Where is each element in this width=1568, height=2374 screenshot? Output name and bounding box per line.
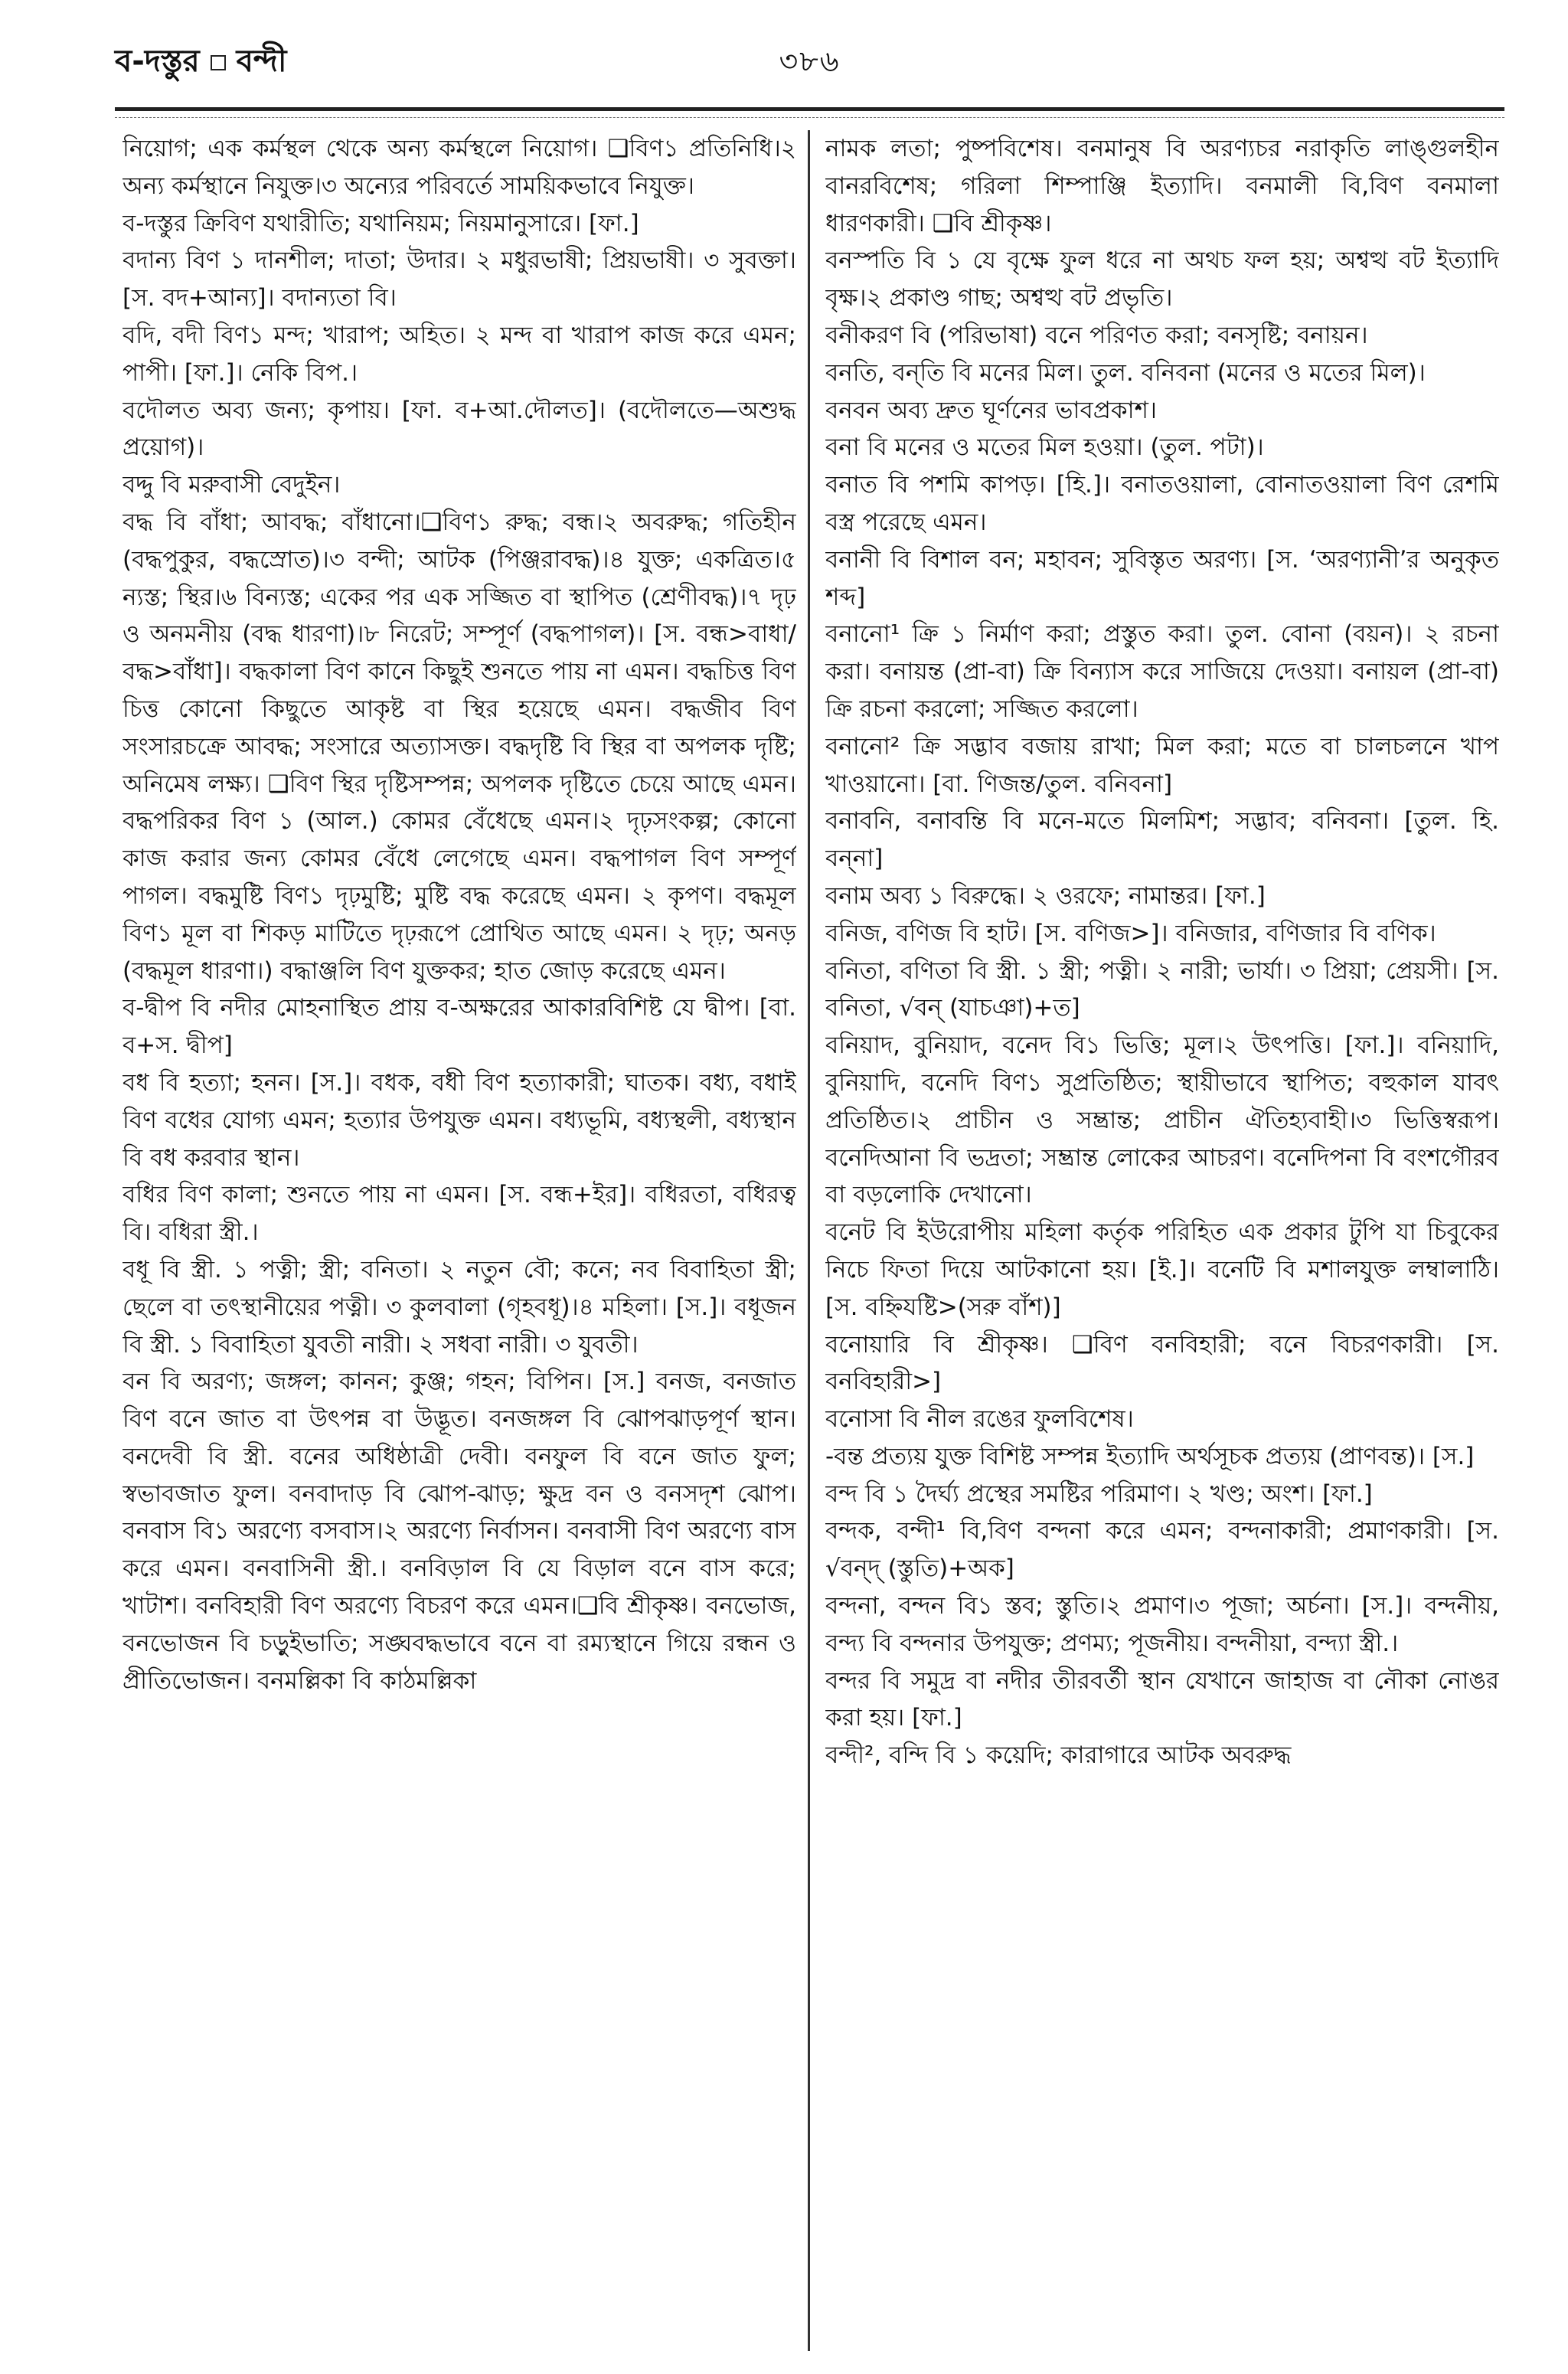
entry: বন্দনা, বন্দন বি১ স্তব; স্তুতি।২ প্রমাণ।৩ পূজা; অর্চনা। [স.]। বন্দনীয়, বন্দ্য বি বন্দনার উপযুক্ত; প্রণম্য; পূজনীয়। বন্দনীয়া, বন্দ্যা স্ত্রী.। <box>825 1592 1499 1657</box>
entry: নামক লতা; পুষ্পবিশেষ। বনমানুষ বি অরণ্যচর নরাকৃতি লাঙ্গুলহীন বানরবিশেষ; গরিলা শিম্পাঞ্জি ইত্যাদি। বনমালী বি,বিণ বনমালা ধারণকারী। ❑বি শ্রীকৃষ্ণ। <box>825 135 1499 237</box>
entry: বন্দ বি ১ দৈর্ঘ্য প্রস্থের সমষ্টির পরিমাণ। ২ খণ্ড; অংশ। [ফা.] <box>825 1480 1373 1508</box>
last-guide-word: বন্দী <box>236 44 287 79</box>
entry: বন্দী², বন্দি বি ১ কয়েদি; কারাগারে আটক অবরুদ্ধ <box>825 1741 1292 1770</box>
entry: বনস্পতি বি ১ যে বৃক্ষে ফুল ধরে না অথচ ফল হয়; অশ্বত্থ বট ইত্যাদি বৃক্ষ।২ প্রকাণ্ড গাছ; অশ্বত্থ বট প্রভৃতি। <box>825 247 1499 312</box>
header-rule <box>115 107 1504 111</box>
entry: বনীকরণ বি (পরিভাষা) বনে পরিণত করা; বনসৃষ্টি; বনায়ন। <box>825 321 1368 349</box>
entry: বনানো¹ ক্রি ১ নির্মাণ করা; প্রস্তুত করা। তুল. বোনা (বয়ন)। ২ রচনা করা। বনায়ন্ত (প্রা-বা) ক্রি বিন্যাস করে সাজিয়ে দেওয়া। বনায়ল (প্রা-বা) ক্রি রচনা করলো; সজ্জিত করলো। <box>825 620 1499 723</box>
entry: বনানী বি বিশাল বন; মহাবন; সুবিস্তৃত অরণ্য। [স. ‘অরণ্যানী’র অনুকৃত শব্দ] <box>825 545 1499 611</box>
header-rule-dashed <box>115 117 1504 118</box>
entry: বনোয়ারি বি শ্রীকৃষ্ণ। ❑বিণ বনবিহারী; বনে বিচরণকারী। [স. বনবিহারী>] <box>825 1330 1499 1396</box>
entry: বনিয়াদ, বুনিয়াদ, বনেদ বি১ ভিত্তি; মূল।২ উৎপত্তি। [ফা.]। বনিয়াদি, বুনিয়াদি, বনেদি বিণ১ সুপ্রতিষ্ঠিত; স্থায়ীভাবে স্থাপিত; বহুকাল যাবৎ প্রতিষ্ঠিত।২ প্রাচীন ও সম্ভ্রান্ত; প্রাচীন ঐতিহ্যবাহী।৩ ভিত্তিস্বরূপ। বনেদিআনা বি ভদ্রতা; সম্ভ্রান্ত লোকের আচরণ। বনেদিপনা বি বংশগৌরব বা বড়লোকি দেখানো। <box>825 1032 1499 1209</box>
entry: বদ্ধ বি বাঁধা; আবদ্ধ; বাঁধানো।❑বিণ১ রুদ্ধ; বন্ধ।২ অবরুদ্ধ; গতিহীন (বদ্ধপুকুর, বদ্ধস্রোত)।৩ বন্দী; আটক (পিঞ্জরাবদ্ধ)।৪ যুক্ত; একত্রিত।৫ ন্যস্ত; স্থির।৬ বিন্যস্ত; একের পর এক সজ্জিত বা স্থাপিত (শ্রেণীবদ্ধ)।৭ দৃঢ় ও অনমনীয় (বদ্ধ ধারণা)।৮ নিরেট; সম্পূর্ণ (বদ্ধপাগল)। [স. বন্ধ>বাধা/ বদ্ধ>বাঁধা]। বদ্ধকালা বিণ কানে কিছুই শুনতে পায় না এমন। বদ্ধচিত্ত বিণ চিত্ত কোনো কিছুতে আকৃষ্ট বা স্থির হয়েছে এমন। বদ্ধজীব বিণ সংসারচক্রে আবদ্ধ; সংসারে অত্যাসক্ত। বদ্ধদৃষ্টি বি স্থির বা অপলক দৃষ্টি; অনিমেষ লক্ষ্য। ❑বিণ স্থির দৃষ্টিসম্পন্ন; অপলক দৃষ্টিতে চেয়ে আছে এমন। বদ্ধপরিকর বিণ ১ (আল.) কোমর বেঁধেছে এমন।২ দৃঢ়সংকল্প; কোনো কাজ করার জন্য কোমর বেঁধে লেগেছে এমন। বদ্ধপাগল বিণ সম্পূর্ণ পাগল। বদ্ধমুষ্টি বিণ১ দৃঢ়মুষ্টি; মুষ্টি বদ্ধ করেছে এমন। ২ কৃপণ। বদ্ধমূল বিণ১ মূল বা শিকড় মাটিতে দৃঢ়রূপে প্রোথিত আছে এমন। ২ দৃঢ়; অনড় (বদ্ধমূল ধারণা।) বদ্ধাঞ্জলি বিণ যুক্তকর; হাত জোড় করেছে এমন। <box>122 508 796 985</box>
entry: বনিতা, বণিতা বি স্ত্রী. ১ স্ত্রী; পত্নী। ২ নারী; ভার্যা। ৩ প্রিয়া; প্রেয়সী। [স. বনিতা, √বন্ (যাচঞা)+ত] <box>825 956 1499 1022</box>
page-header <box>115 38 1504 92</box>
entry: বন বি অরণ্য; জঙ্গল; কানন; কুঞ্জ; গহন; বিপিন। [স.] বনজ, বনজাত বিণ বনে জাত বা উৎপন্ন বা উদ্ভূত। বনজঙ্গল বি ঝোপঝাড়পূর্ণ স্থান। বনদেবী বি স্ত্রী. বনের অধিষ্ঠাত্রী দেবী। বনফুল বি বনে জাত ফুল; স্বভাবজাত ফুল। বনবাদাড় বি ঝোপ-ঝাড়; ক্ষুদ্র বন ও বনসদৃশ ঝোপ। বনবাস বি১ অরণ্যে বসবাস।২ অরণ্যে নির্বাসন। বনবাসী বিণ অরণ্যে বাস করে এমন। বনবাসিনী স্ত্রী.। বনবিড়াল বি যে বিড়াল বনে বাস করে; খাটাশ। বনবিহারী বিণ অরণ্যে বিচরণ করে এমন।❑বি শ্রীকৃষ্ণ। বনভোজ, বনভোজন বি চড়ুইভাতি; সঙ্ঘবদ্ধভাবে বনে বা রম্যস্থানে গিয়ে রন্ধন ও প্রীতিভোজন। বনমল্লিকা বি কাঠমল্লিকা <box>122 1368 796 1695</box>
entry: -বন্ত প্রত্যয় যুক্ত বিশিষ্ট সম্পন্ন ইত্যাদি অর্থসূচক প্রত্যয় (প্রাণবন্ত)। [স.] <box>825 1442 1475 1470</box>
entry: বধির বিণ কালা; শুনতে পায় না এমন। [স. বন্ধ+ইর]। বধিরতা, বধিরত্ব বি। বধিরা স্ত্রী.। <box>122 1181 796 1247</box>
entry: বনাবনি, বনাবন্তি বি মনে-মতে মিলমিশ; সদ্ভাব; বনিবনা। [তুল. হি. বন্‌না] <box>825 807 1499 873</box>
first-guide-word: ব-দস্তুর <box>115 44 200 79</box>
page-number: ৩৮৬ <box>779 44 841 78</box>
entry: বনিজ, বণিজ বি হাট। [স. বণিজ>]। বনিজার, বণিজার বি বণিক। <box>825 919 1436 947</box>
entry: বনাত বি পশমি কাপড়। [হি.]। বনাতওয়ালা, বোনাতওয়ালা বিণ রেশমি বস্ত্র পরেছে এমন। <box>825 471 1499 536</box>
entry: বনতি, বন্‌তি বি মনের মিল। তুল. বনিবনা (মনের ও মতের মিল)। <box>825 358 1426 387</box>
entry: বন্দক, বন্দী¹ বি,বিণ বন্দনা করে এমন; বন্দনাকারী; প্রমাণকারী। [স. √বন্দ্ (স্তুতি)+অক] <box>825 1517 1499 1583</box>
entry: বধূ বি স্ত্রী. ১ পত্নী; স্ত্রী; বনিতা। ২ নতুন বৌ; কনে; নব বিবাহিতা স্ত্রী; ছেলে বা তৎস্থানীয়ের পত্নী। ৩ কুলবালা (গৃহবধূ)।৪ মহিলা। [স.]। বধূজন বি স্ত্রী. ১ বিবাহিতা যুবতী নারী। ২ সধবা নারী। ৩ যুবতী। <box>122 1255 796 1359</box>
entry: ব-দ্বীপ বি নদীর মোহনাস্থিত প্রায় ব-অক্ষরের আকারবিশিষ্ট যে দ্বীপ। [বা. ব+স. দ্বীপ] <box>122 994 796 1060</box>
entry: বধ বি হত্যা; হনন। [স.]। বধক, বধী বিণ হত্যাকারী; ঘাতক। বধ্য, বধাই বিণ বধের যোগ্য এমন; হত্যার উপযুক্ত এমন। বধ্যভূমি, বধ্যস্থলী, বধ্যস্থান বি বধ করবার স্থান। <box>122 1068 796 1172</box>
left-column <box>122 130 796 2351</box>
entry: বনোসা বি নীল রঙের ফুলবিশেষ। <box>825 1405 1134 1434</box>
entry: বদান্য বিণ ১ দানশীল; দাতা; উদার। ২ মধুরভাষী; প্রিয়ভাষী। ৩ সুবক্তা। [স. বদ+আন্য]। বদান্যতা বি। <box>122 247 796 312</box>
entry: বদ্দু বি মরুবাসী বেদুইন। <box>122 471 341 499</box>
entry: বনা বি মনের ও মতের মিল হওয়া। (তুল. পটা)। <box>825 433 1264 462</box>
entry: ব-দস্তুর ক্রিবিণ যথারীতি; যথানিয়ম; নিয়মানুসারে। [ফা.] <box>122 209 639 237</box>
right-column <box>825 130 1499 2351</box>
entry: বদি, বদী বিণ১ মন্দ; খারাপ; অহিত। ২ মন্দ বা খারাপ কাজ করে এমন; পাপী। [ফা.]। নেকি বিপ.। <box>122 321 796 387</box>
entry: বনানো² ক্রি সদ্ভাব বজায় রাখা; মিল করা; মতে বা চালচলনে খাপ খাওয়ানো। [বা. ণিজন্ত/তুল. বনিবনা] <box>825 732 1499 798</box>
entry: নিয়োগ; এক কর্মস্থল থেকে অন্য কর্মস্থলে নিয়োগ। ❑বিণ১ প্রতিনিধি।২ অন্য কর্মস্থানে নিযুক্ত।৩ অন্যের পরিবর্তে সাময়িকভাবে নিযুক্ত। <box>122 135 796 200</box>
entry: বনাম অব্য ১ বিরুদ্ধে। ২ ওরফে; নামান্তর। [ফা.] <box>825 881 1266 910</box>
entry: বন্দর বি সমুদ্র বা নদীর তীরবর্তী স্থান যেখানে জাহাজ বা নৌকা নোঙর করা হয়। [ফা.] <box>825 1666 1499 1732</box>
entry: বনেট বি ইউরোপীয় মহিলা কর্তৃক পরিহিত এক প্রকার টুপি যা চিবুকের নিচে ফিতা দিয়ে আটকানো হয়। [ই.]। বনেটি বি মশালযুক্ত লম্বালাঠি। [স. বহ্নিযষ্টি>(সরু বাঁশ)] <box>825 1218 1499 1321</box>
entry: বনবন অব্য দ্রুত ঘূর্ণনের ভাবপ্রকাশ। <box>825 396 1158 424</box>
column-divider <box>808 130 810 2351</box>
entry: বদৌলত অব্য জন্য; কৃপায়। [ফা. ব+আ.দৌলত]। (বদৌলতে—অশুদ্ধ প্রয়োগ)। <box>122 396 796 462</box>
